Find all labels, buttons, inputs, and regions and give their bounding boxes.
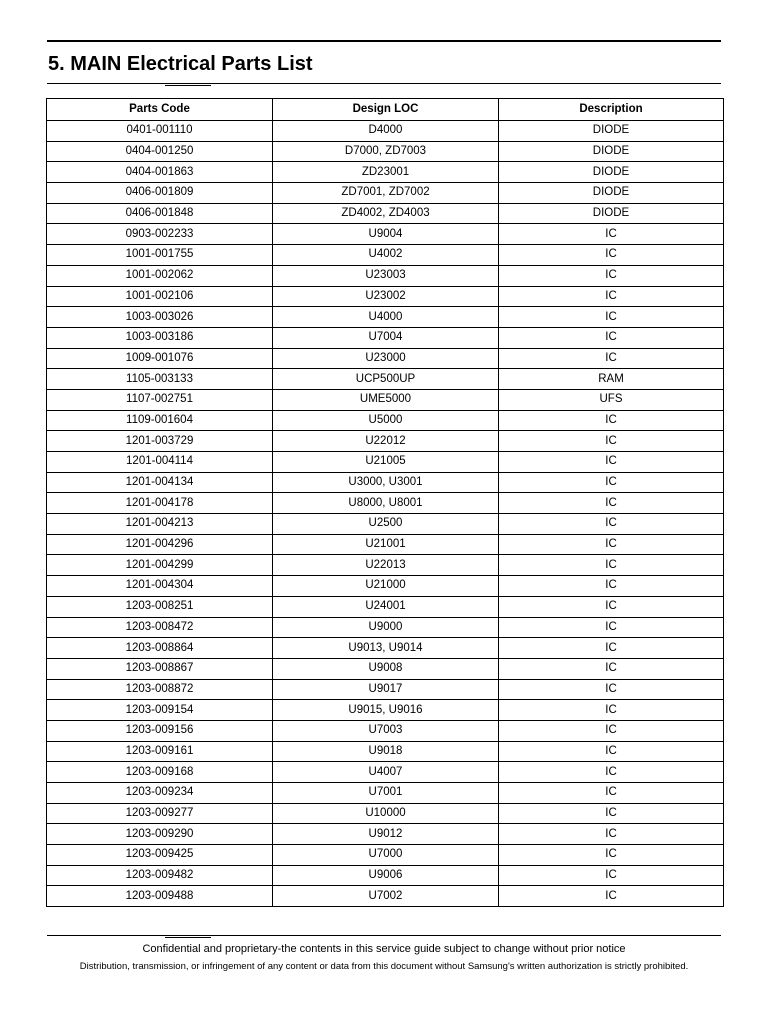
cell-description: IC <box>499 638 724 659</box>
cell-design-loc: D4000 <box>273 121 499 142</box>
cell-description: DIODE <box>499 141 724 162</box>
cell-parts-code: 0406-001809 <box>47 183 273 204</box>
cell-design-loc: U4000 <box>273 307 499 328</box>
cell-design-loc: U21001 <box>273 534 499 555</box>
cell-parts-code: 1201-004114 <box>47 452 273 473</box>
cell-design-loc: U23000 <box>273 348 499 369</box>
cell-design-loc: U22013 <box>273 555 499 576</box>
table-row <box>47 348 724 369</box>
footer-rule-accent <box>165 937 211 938</box>
cell-description: IC <box>499 720 724 741</box>
footer-rule <box>47 935 721 936</box>
cell-design-loc: U23002 <box>273 286 499 307</box>
cell-description: IC <box>499 658 724 679</box>
cell-description: DIODE <box>499 203 724 224</box>
table-row <box>47 762 724 783</box>
cell-description: IC <box>499 493 724 514</box>
table-row <box>47 803 724 824</box>
table-row <box>47 596 724 617</box>
cell-parts-code: 1203-008251 <box>47 596 273 617</box>
table-row <box>47 824 724 845</box>
cell-parts-code: 1203-009290 <box>47 824 273 845</box>
cell-parts-code: 1203-008472 <box>47 617 273 638</box>
cell-parts-code: 1203-009154 <box>47 700 273 721</box>
cell-parts-code: 1203-009425 <box>47 845 273 866</box>
cell-description: IC <box>499 803 724 824</box>
title-rule <box>47 83 721 84</box>
cell-parts-code: 1203-009482 <box>47 865 273 886</box>
header-row <box>47 99 724 121</box>
table-row <box>47 514 724 535</box>
cell-description: IC <box>499 327 724 348</box>
cell-parts-code: 1009-001076 <box>47 348 273 369</box>
cell-description: IC <box>499 700 724 721</box>
cell-description: IC <box>499 410 724 431</box>
table-row <box>47 720 724 741</box>
cell-design-loc: ZD7001, ZD7002 <box>273 183 499 204</box>
cell-design-loc: U10000 <box>273 803 499 824</box>
cell-parts-code: 1001-002062 <box>47 265 273 286</box>
footer-confidential-notice: Confidential and proprietary-the contents in this service guide subject to change without prior notice <box>142 943 626 955</box>
table-row <box>47 162 724 183</box>
cell-design-loc: U2500 <box>273 514 499 535</box>
table-row <box>47 203 724 224</box>
table-row <box>47 617 724 638</box>
cell-design-loc: U7000 <box>273 845 499 866</box>
table-row <box>47 389 724 410</box>
cell-description: DIODE <box>499 121 724 142</box>
header-design-loc: Design LOC <box>273 99 499 121</box>
table-row <box>47 452 724 473</box>
cell-parts-code: 1201-004299 <box>47 555 273 576</box>
cell-description: DIODE <box>499 183 724 204</box>
cell-parts-code: 1001-002106 <box>47 286 273 307</box>
table-row <box>47 658 724 679</box>
cell-design-loc: U24001 <box>273 596 499 617</box>
cell-parts-code: 1203-008867 <box>47 658 273 679</box>
cell-design-loc: ZD4002, ZD4003 <box>273 203 499 224</box>
cell-description: IC <box>499 824 724 845</box>
cell-design-loc: U4007 <box>273 762 499 783</box>
table-row <box>47 865 724 886</box>
table-row <box>47 576 724 597</box>
cell-design-loc: U9008 <box>273 658 499 679</box>
cell-parts-code: 1201-004178 <box>47 493 273 514</box>
table-row <box>47 327 724 348</box>
cell-parts-code: 0404-001863 <box>47 162 273 183</box>
cell-design-loc: U7004 <box>273 327 499 348</box>
cell-description: IC <box>499 741 724 762</box>
cell-design-loc: ZD23001 <box>273 162 499 183</box>
header-description: Description <box>499 99 724 121</box>
cell-description: IC <box>499 224 724 245</box>
cell-parts-code: 1105-003133 <box>47 369 273 390</box>
cell-parts-code: 1003-003186 <box>47 327 273 348</box>
cell-description: IC <box>499 514 724 535</box>
cell-description: IC <box>499 576 724 597</box>
cell-parts-code: 1001-001755 <box>47 245 273 266</box>
page-title: 5. MAIN Electrical Parts List <box>48 53 313 75</box>
cell-parts-code: 1203-009488 <box>47 886 273 907</box>
parts-table-body <box>47 121 724 907</box>
cell-description: IC <box>499 762 724 783</box>
table-row <box>47 886 724 907</box>
table-row <box>47 224 724 245</box>
cell-design-loc: U9017 <box>273 679 499 700</box>
table-row <box>47 183 724 204</box>
cell-parts-code: 1201-004304 <box>47 576 273 597</box>
cell-description: IC <box>499 783 724 804</box>
cell-design-loc: U21005 <box>273 452 499 473</box>
cell-parts-code: 1203-008864 <box>47 638 273 659</box>
cell-design-loc: U7003 <box>273 720 499 741</box>
cell-parts-code: 1107-002751 <box>47 389 273 410</box>
cell-parts-code: 1109-001604 <box>47 410 273 431</box>
cell-parts-code: 0404-001250 <box>47 141 273 162</box>
title-rule-accent <box>165 85 211 86</box>
table-row <box>47 741 724 762</box>
cell-design-loc: U7001 <box>273 783 499 804</box>
cell-description: IC <box>499 307 724 328</box>
cell-description: RAM <box>499 369 724 390</box>
table-row <box>47 286 724 307</box>
cell-design-loc: U9000 <box>273 617 499 638</box>
table-row <box>47 472 724 493</box>
cell-parts-code: 1003-003026 <box>47 307 273 328</box>
parts-table-header <box>47 99 724 121</box>
cell-description: IC <box>499 555 724 576</box>
table-row <box>47 845 724 866</box>
table-row <box>47 121 724 142</box>
cell-parts-code: 0401-001110 <box>47 121 273 142</box>
cell-design-loc: U9018 <box>273 741 499 762</box>
table-row <box>47 493 724 514</box>
cell-parts-code: 1201-003729 <box>47 431 273 452</box>
cell-description: UFS <box>499 389 724 410</box>
table-row <box>47 638 724 659</box>
cell-design-loc: U9004 <box>273 224 499 245</box>
table-row <box>47 679 724 700</box>
cell-parts-code: 1201-004213 <box>47 514 273 535</box>
table-row <box>47 410 724 431</box>
cell-description: IC <box>499 617 724 638</box>
cell-design-loc: D7000, ZD7003 <box>273 141 499 162</box>
top-rule <box>47 40 721 42</box>
cell-description: IC <box>499 431 724 452</box>
table-row <box>47 700 724 721</box>
header-parts-code: Parts Code <box>47 99 273 121</box>
cell-parts-code: 1201-004296 <box>47 534 273 555</box>
cell-description: IC <box>499 245 724 266</box>
cell-description: IC <box>499 286 724 307</box>
cell-design-loc: U7002 <box>273 886 499 907</box>
cell-description: DIODE <box>499 162 724 183</box>
cell-description: IC <box>499 886 724 907</box>
table-row <box>47 431 724 452</box>
cell-parts-code: 0903-002233 <box>47 224 273 245</box>
cell-description: IC <box>499 845 724 866</box>
cell-design-loc: U3000, U3001 <box>273 472 499 493</box>
cell-design-loc: U9012 <box>273 824 499 845</box>
cell-description: IC <box>499 534 724 555</box>
table-row <box>47 369 724 390</box>
cell-parts-code: 1203-008872 <box>47 679 273 700</box>
cell-parts-code: 1203-009234 <box>47 783 273 804</box>
cell-description: IC <box>499 452 724 473</box>
cell-parts-code: 1201-004134 <box>47 472 273 493</box>
cell-description: IC <box>499 596 724 617</box>
cell-description: IC <box>499 679 724 700</box>
cell-design-loc: U5000 <box>273 410 499 431</box>
cell-design-loc: U21000 <box>273 576 499 597</box>
cell-design-loc: UCP500UP <box>273 369 499 390</box>
cell-design-loc: U23003 <box>273 265 499 286</box>
table-row <box>47 265 724 286</box>
table-row <box>47 555 724 576</box>
cell-description: IC <box>499 348 724 369</box>
cell-design-loc: U9006 <box>273 865 499 886</box>
table-row <box>47 141 724 162</box>
footer-distribution-notice: Distribution, transmission, or infringement of any content or data from this document without Samsung's written authorization is strictly prohibited. <box>79 961 689 972</box>
table-row <box>47 307 724 328</box>
cell-design-loc: U9015, U9016 <box>273 700 499 721</box>
cell-parts-code: 0406-001848 <box>47 203 273 224</box>
cell-design-loc: U8000, U8001 <box>273 493 499 514</box>
cell-description: IC <box>499 265 724 286</box>
cell-parts-code: 1203-009161 <box>47 741 273 762</box>
cell-design-loc: U9013, U9014 <box>273 638 499 659</box>
cell-design-loc: U22012 <box>273 431 499 452</box>
cell-description: IC <box>499 472 724 493</box>
cell-parts-code: 1203-009277 <box>47 803 273 824</box>
cell-design-loc: UME5000 <box>273 389 499 410</box>
table-row <box>47 534 724 555</box>
cell-design-loc: U4002 <box>273 245 499 266</box>
cell-parts-code: 1203-009168 <box>47 762 273 783</box>
cell-parts-code: 1203-009156 <box>47 720 273 741</box>
cell-description: IC <box>499 865 724 886</box>
table-row <box>47 245 724 266</box>
parts-table <box>46 98 724 907</box>
table-row <box>47 783 724 804</box>
